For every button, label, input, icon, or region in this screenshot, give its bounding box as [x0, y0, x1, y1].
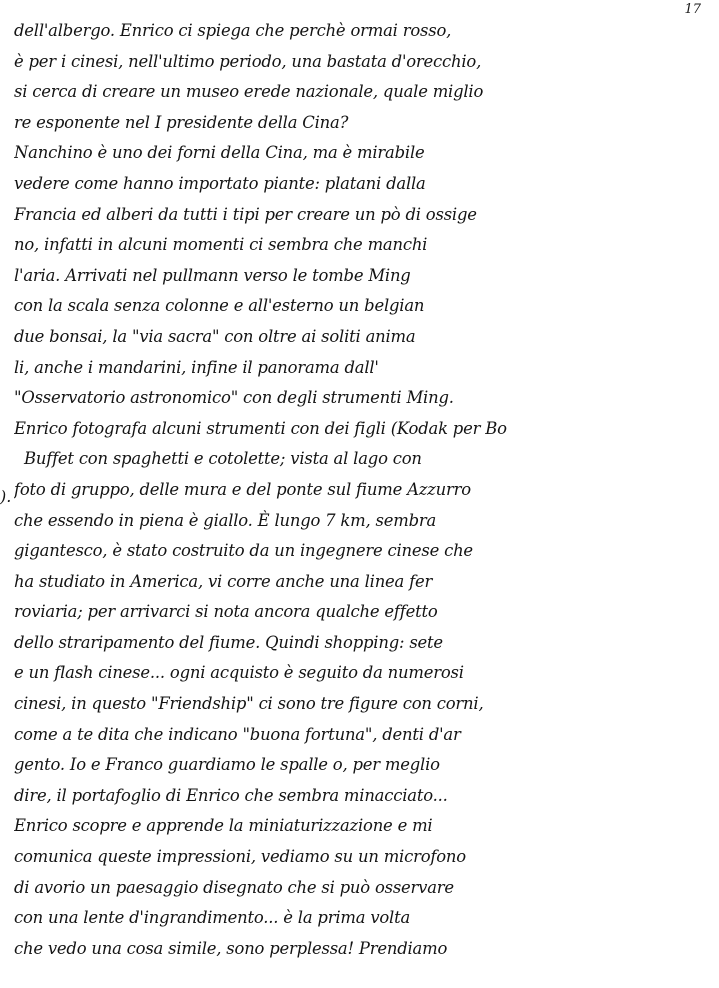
text-line: con la scala senza colonne e all'esterno un belgian — [14, 296, 425, 316]
text-line: è per i cinesi, nell'ultimo periodo, una bastata d'orecchio, — [14, 51, 482, 71]
text-line: cinesi, in questo "Friendship" ci sono tre figure con corni, — [14, 694, 484, 714]
text-line: re esponente nel I presidente della Cina? — [14, 112, 349, 132]
text-line: che vedo una cosa simile, sono perplessa! Prendiamo — [14, 938, 448, 958]
text-line: due bonsai, la "via sacra" con oltre ai soliti anima — [14, 326, 416, 346]
text-line: Enrico scopre e apprende la miniaturizzazione e mi — [14, 816, 433, 836]
text-line: ha studiato in America, vi corre anche una linea fer — [14, 571, 433, 591]
text-line: "Osservatorio astronomico" con degli strumenti Ming. — [14, 388, 454, 408]
text-line: che essendo in piena è giallo. È lungo 7 km, sembra — [14, 510, 437, 530]
text-line: dell'albergo. Enrico ci spiega che perchè ormai rosso, — [14, 21, 452, 40]
text-line: Enrico fotografa alcuni strumenti con dei figli (Kodak per Bo — [14, 418, 507, 438]
text-line: si cerca di creare un museo erede nazionale, quale miglio — [14, 82, 484, 102]
handwritten-text — [14, 16, 714, 964]
text-line: Buffet con spaghetti e cotolette; vista al lago con — [24, 449, 422, 469]
text-line: comunica queste impressioni, vediamo su un microfono — [14, 847, 466, 867]
margin-mark: ). — [0, 487, 12, 506]
text-line: dire, il portafoglio di Enrico che sembra minacciato... — [14, 785, 448, 805]
text-line: come a te dita che indicano "buona fortuna", denti d'ar — [14, 724, 461, 744]
text-line: di avorio un paesaggio disegnato che si può osservare — [14, 877, 454, 897]
text-line: gigantesco, è stato costruito da un ingegnere cinese che — [14, 541, 473, 561]
text-line: li, anche i mandarini, infine il panorama dall' — [14, 357, 379, 377]
page-number: 17 — [684, 2, 701, 17]
text-line: e un flash cinese... ogni acquisto è seguito da numerosi — [14, 663, 464, 683]
text-line: Nanchino è uno dei forni della Cina, ma è mirabile — [14, 143, 425, 163]
text-line: con una lente d'ingrandimento... è la prima volta — [14, 908, 411, 928]
text-line: no, infatti in alcuni momenti ci sembra che manchi — [14, 235, 428, 255]
text-line: roviaria; per arrivarci si nota ancora qualche effetto — [14, 602, 438, 622]
text-line: dello straripamento del fiume. Quindi shopping: sete — [14, 632, 443, 652]
text-line: Francia ed alberi da tutti i tipi per creare un pò di ossige — [14, 204, 477, 224]
text-line: l'aria. Arrivati nel pullmann verso le tombe Ming — [14, 265, 411, 285]
text-line: gento. Io e Franco guardiamo le spalle o, per meglio — [14, 755, 440, 775]
text-line: vedere come hanno importato piante: platani dalla — [14, 173, 426, 193]
text-line: foto di gruppo, delle mura e del ponte sul fiume Azzurro — [14, 479, 471, 499]
